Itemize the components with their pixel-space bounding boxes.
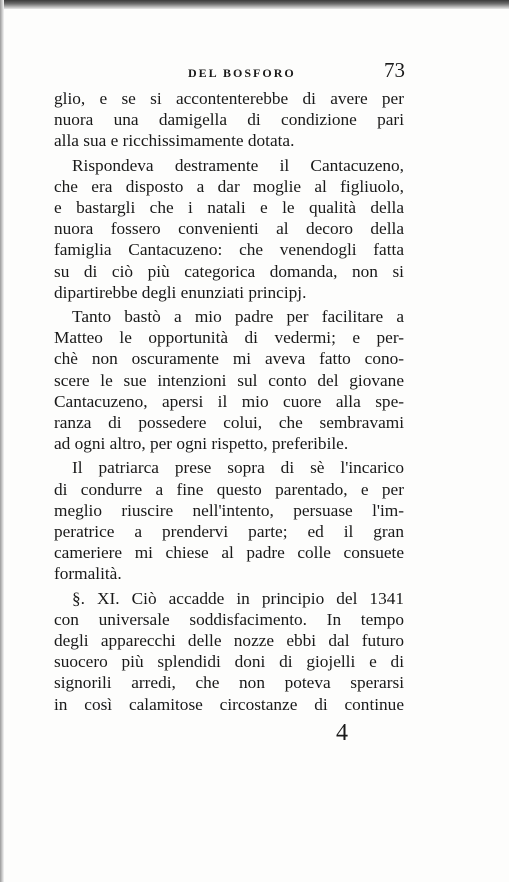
text-line: nuora fossero convenienti al decoro della [54, 219, 404, 239]
text-line: signorili arredi, che non poteva sperarsi [54, 673, 404, 693]
text-line: alla sua e ricchissimamente dotata. [54, 131, 295, 151]
text-line: chè non oscuramente mi aveva fatto cono- [54, 349, 404, 369]
text-line: Tanto bastò a mio padre per facilitare a [72, 307, 404, 327]
text-line: e bastargli che i natali e le qualità della [54, 198, 404, 218]
text-line: scere le sue intenzioni sul conto del giovane [54, 370, 404, 390]
text-line: in così calamitose circostanze di continue [54, 694, 404, 714]
text-line: di condurre a fine questo parentado, e per [54, 479, 404, 499]
page-left-edge [0, 0, 4, 882]
text-line: Rispondeva destramente il Cantacuzeno, [72, 155, 404, 175]
text-line: su di ciò più categorica domanda, non si [54, 261, 404, 281]
text-line: §. XI. Ciò accadde in principio del 1341 [72, 588, 404, 608]
text-line: glio, e se si accontenterebbe di avere per [54, 89, 404, 108]
text-line: che era disposto a dar moglie al figliuolo, [54, 176, 404, 196]
text-line: ranza di possedere colui, che sembravami [54, 413, 404, 433]
paragraph [54, 588, 404, 715]
text-line: peratrice a prendervi parte; ed il gran [54, 522, 404, 542]
text-line: cameriere mi chiese al padre colle consuete [54, 543, 404, 563]
text-line: dipartirebbe degli enunziati principj. [54, 282, 307, 302]
page-top-edge [0, 0, 509, 9]
text-line: nuora una damigella di condizione pari [54, 110, 404, 130]
paragraph [54, 306, 404, 454]
signature-mark: 4 [336, 720, 348, 746]
text-line: formalità. [54, 564, 122, 584]
text-line: Matteo le opportunità di vedermi; e per- [54, 328, 404, 348]
text-line: famiglia Cantacuzeno: che venendogli fatta [54, 240, 404, 260]
text-line: con universale soddisfacimento. In tempo [54, 609, 404, 629]
paragraph [54, 155, 404, 303]
text-line: ad ogni altro, per ogni rispetto, preferibile. [54, 434, 349, 454]
paragraph [54, 88, 404, 152]
text-line: Il patriarca prese sopra di sè l'incarico [72, 458, 404, 478]
body-text [54, 88, 404, 715]
text-line: meglio riuscire nell'intento, persuase l'im- [54, 500, 404, 520]
paragraph [54, 457, 404, 584]
text-line: Cantacuzeno, apersi il mio cuore alla spe- [54, 391, 404, 411]
page-number: 73 [384, 58, 405, 82]
text-line: degli apparecchi delle nozze ebbi dal futuro [54, 631, 404, 651]
text-line: suocero più splendidi doni di giojelli e di [54, 652, 404, 672]
running-title: DEL BOSFORO [188, 66, 296, 80]
